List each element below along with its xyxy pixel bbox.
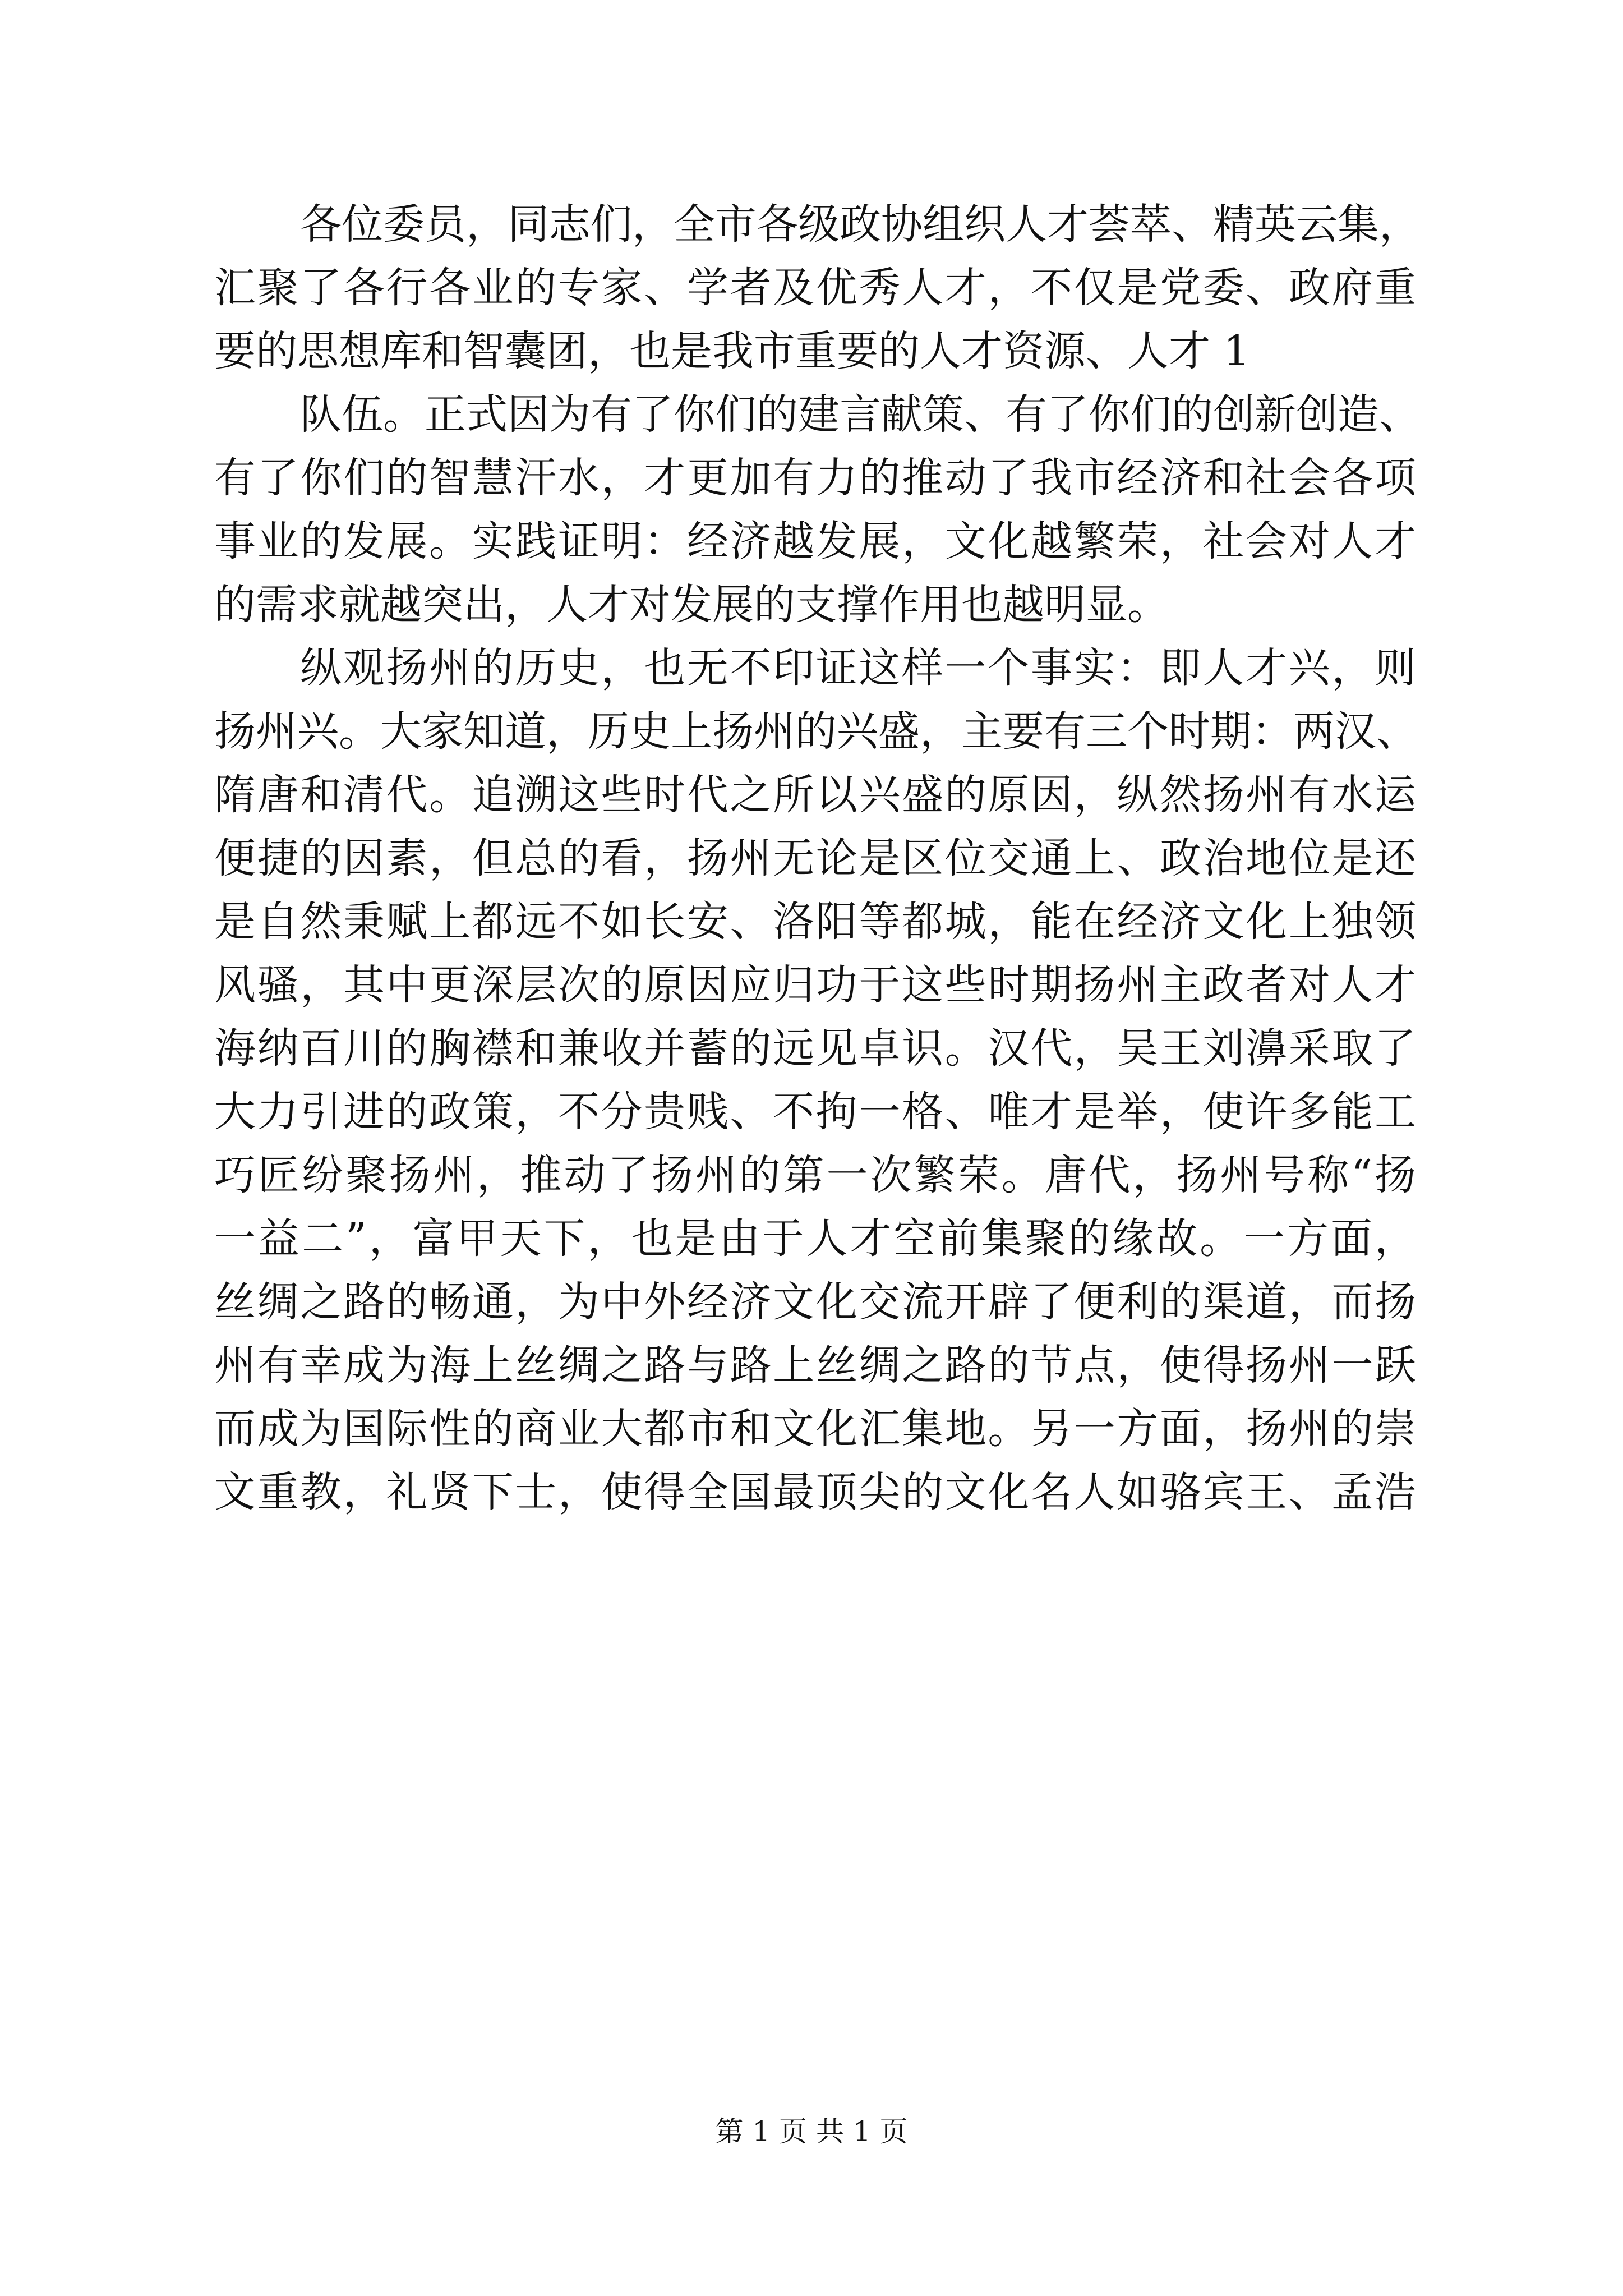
text-line: 各位委员，同志们，全市各级政协组织人才荟萃、精英云集， — [300, 200, 1421, 249]
text-line: 而成为国际性的商业大都市和文化汇集地。另一方面，扬州的崇 — [214, 1405, 1416, 1453]
text-line: 是自然秉赋上都远不如长安、洛阳等都城，能在经济文化上独领 — [214, 898, 1416, 946]
text-line: 海纳百川的胸襟和兼收并蓄的远见卓识。汉代，吴王刘濞采取了 — [214, 1024, 1416, 1073]
text-line: 隋唐和清代。追溯这些时代之所以兴盛的原因，纵然扬州有水运 — [214, 771, 1416, 819]
text-line: 一益二”，富甲天下，也是由于人才空前集聚的缘故。一方面， — [214, 1214, 1416, 1263]
text-line: 汇聚了各行各业的专家、学者及优秀人才，不仅是党委、政府重 — [214, 264, 1416, 312]
text-line: 扬州兴。大家知道，历史上扬州的兴盛，主要有三个时期：两汉、 — [214, 707, 1418, 756]
text-line: 事业的发展。实践证明：经济越发展，文化越繁荣，社会对人才 — [214, 517, 1416, 565]
text-line: 纵观扬州的历史，也无不印证这样一个事实：即人才兴，则 — [300, 644, 1416, 692]
text-line: 巧匠纷聚扬州，推动了扬州的第一次繁荣。唐代，扬州号称“扬 — [214, 1151, 1416, 1199]
text-line: 文重教，礼贤下士，使得全国最顶尖的文化名人如骆宾王、孟浩 — [214, 1468, 1416, 1516]
text-line: 丝绸之路的畅通，为中外经济文化交流开辟了便利的渠道，而扬 — [214, 1278, 1416, 1326]
text-line: 州有幸成为海上丝绸之路与路上丝绸之路的节点，使得扬州一跃 — [214, 1341, 1416, 1389]
text-line: 要的思想库和智囊团，也是我市重要的人才资源、人才 1 — [214, 327, 1250, 375]
text-line: 的需求就越突出，人才对发展的支撑作用也越明显。 — [214, 581, 1169, 629]
text-line: 大力引进的政策，不分贵贱、不拘一格、唯才是举，使许多能工 — [214, 1088, 1416, 1136]
text-line: 风骚，其中更深层次的原因应归功于这些时期扬州主政者对人才 — [214, 961, 1416, 1009]
text-line: 有了你们的智慧汗水，才更加有力的推动了我市经济和社会各项 — [214, 454, 1416, 502]
text-line: 便捷的因素，但总的看，扬州无论是区位交通上、政治地位是还 — [214, 834, 1416, 882]
page-footer: 第 1 页 共 1 页 — [715, 2115, 908, 2148]
text-line: 队伍。正式因为有了你们的建言献策、有了你们的创新创造、 — [300, 390, 1421, 439]
